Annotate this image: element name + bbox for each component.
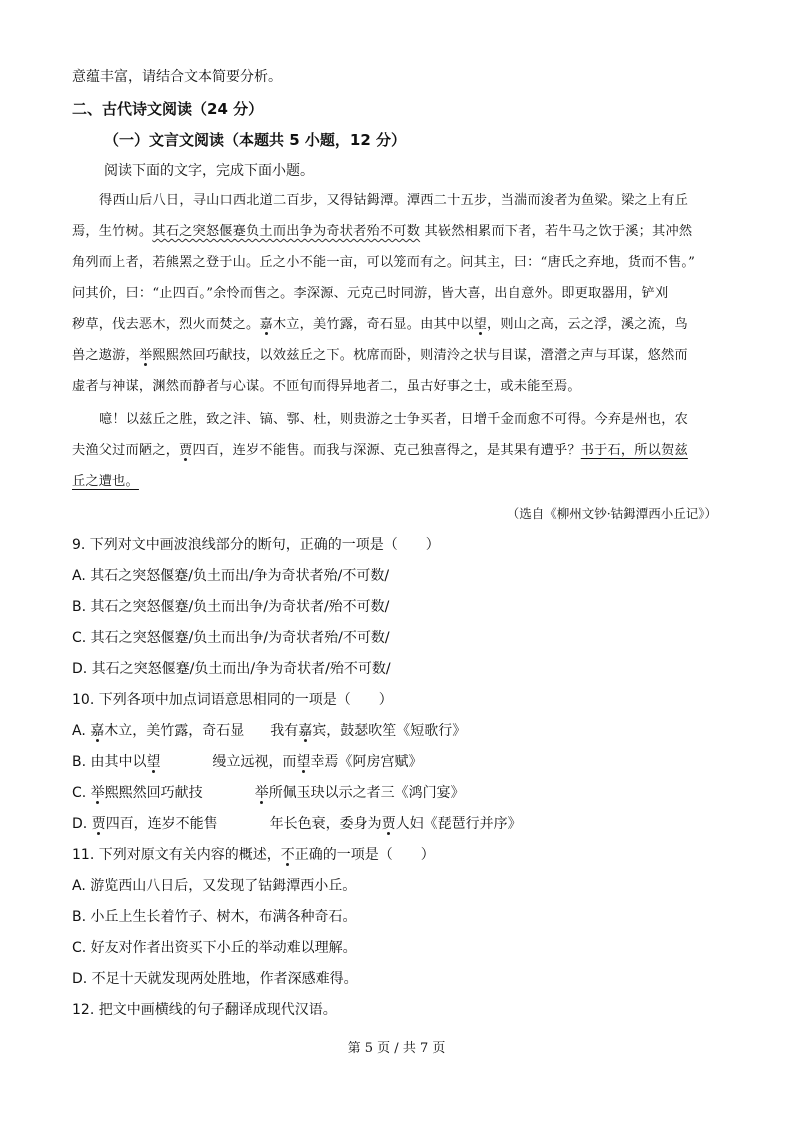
page-footer: 第 5 页 / 共 7 页 [347, 1041, 446, 1056]
dotted-word: 举 [90, 785, 105, 801]
passage-line: 问其价，曰：“止四百。”余怜而售之。李深源、元克己时同游，皆大喜，出自意外。即更取器用，铲刈 [72, 286, 669, 301]
q11-option-a: A. 游览西山八日后，又发现了钴鉧潭西小丘。 [72, 878, 357, 894]
top-line: 意蕴丰富，请结合文本简要分析。 [72, 69, 282, 85]
passage-text: 四百，连岁不能售。而我与深源、克己独喜得之，是其果有遭乎？ [192, 443, 581, 458]
passage-text: ，则山之高，云之浮，溪之流，鸟 [487, 317, 688, 332]
option-text: 四百，连岁不能售 [105, 816, 218, 832]
q9-option-a: A. 其石之突怒偃蹇/负土而出/争为奇状者殆/不可数/ [72, 568, 390, 584]
option-label: A. [72, 723, 91, 739]
underlined-sentence: 丘之遭也。 [72, 474, 139, 489]
option-text: 幸焉《阿房宫赋》 [310, 754, 423, 770]
option-label: C. [72, 785, 91, 801]
passage-line [72, 222, 692, 242]
dotted-word: 望 [473, 317, 488, 332]
option-text: 木立，美竹露，奇石显 [104, 723, 245, 739]
q10-option-a [72, 721, 466, 741]
passage-line [72, 441, 688, 461]
question-9-stem: 9. 下列对文中画波浪线部分的断句，正确的一项是（ ） [72, 537, 440, 553]
passage-line: 得西山后八日，寻山口西北道二百步，又得钴鉧潭。潭西二十五步，当湍而浚者为鱼梁。梁之上有丘 [99, 193, 689, 208]
passage-line [72, 346, 688, 366]
option-text: 宾，鼓瑟吹笙《短歌行》 [312, 723, 467, 739]
dotted-word: 不 [280, 847, 295, 863]
question-12-stem: 12. 把文中画横线的句子翻译成现代汉语。 [72, 1002, 337, 1018]
dotted-word: 贾 [381, 816, 396, 832]
q9-option-c: C. 其石之突怒偃蹇/负土而出争/为奇状者殆/不可数/ [72, 630, 390, 646]
q10-option-b [72, 752, 423, 772]
dotted-word: 举 [138, 348, 153, 363]
subsection-title: （一）文言文阅读（本题共 5 小题，12 分） [104, 131, 406, 149]
passage-line: 角列而上者，若熊罴之登于山。丘之小不能一亩，可以笼而有之。问其主，曰：“唐氏之弃地，货而不售。” [72, 255, 696, 270]
dotted-word: 举 [254, 785, 269, 801]
option-label: B. 由其中以 [72, 754, 147, 770]
reading-instruction: 阅读下面的文字，完成下面小题。 [104, 163, 314, 179]
q11-option-b: B. 小丘上生长着竹子、树木，布满各种奇石。 [72, 909, 357, 925]
passage-text: 熙熙然回巧献技，以效兹丘之下。枕席而卧，则清泠之状与目谋，瀯瀯之声与耳谋，悠然而 [152, 348, 688, 363]
passage-line: 虚者与神谋，渊然而静者与心谋。不匝旬而得异地者二，虽古好事之士，或未能至焉。 [72, 379, 581, 394]
dotted-word: 嘉 [259, 317, 273, 332]
underlined-sentence: 书于石，所以贺兹 [580, 443, 688, 458]
q11-option-c: C. 好友对作者出资买下小丘的举动难以理解。 [72, 940, 357, 956]
option-text: 我有 [270, 723, 299, 739]
passage-text: 其嵚然相累而下者，若牛马之饮于溪；其冲然 [420, 224, 693, 239]
dotted-word: 贾 [91, 816, 106, 832]
q10-option-d [72, 814, 522, 834]
dotted-word: 嘉 [298, 723, 313, 739]
q10-option-c [72, 783, 465, 803]
q9-option-d: D. 其石之突怒偃蹇/负土而出/争为奇状者/殆不可数/ [72, 661, 391, 677]
passage-text: 夫渔父过而陋之， [72, 443, 180, 458]
passage-text: 兽之遨游， [72, 348, 139, 363]
question-11-stem [72, 845, 435, 865]
passage-line [72, 472, 139, 492]
option-text: 人妇《琵琶行并序》 [395, 816, 522, 832]
option-text: 熙熙然回巧献技 [104, 785, 203, 801]
option-label: D. [72, 816, 92, 832]
question-10-stem: 10. 下列各项中加点词语意思相同的一项是（ ） [72, 692, 393, 708]
passage-source: （选自《柳州文钞·钴鉧潭西小丘记》） [506, 506, 717, 521]
passage-line [72, 315, 688, 335]
passage-text: 木立，美竹露，奇石显。由其中以 [272, 317, 474, 332]
option-text: 所佩玉玦以示之者三《鸿门宴》 [268, 785, 465, 801]
section-title: 二、古代诗文阅读（24 分） [72, 100, 264, 118]
dotted-word: 望 [146, 754, 161, 770]
dotted-word: 贾 [179, 443, 193, 458]
passage-line: 噫！以兹丘之胜，致之沣、镐、鄠、杜，则贵游之士争买者，日增千金而愈不可得。今弃是州也，农 [99, 412, 689, 427]
stem-text: 11. 下列对原文有关内容的概述， [72, 847, 281, 863]
option-text: 年长色衰，委身为 [269, 816, 382, 832]
passage-text: 焉，生竹树。 [72, 224, 153, 239]
dotted-word: 嘉 [90, 723, 105, 739]
wavy-underlined-sentence: 其石之突怒偃蹇负土而出争为奇状者殆不可数 [152, 224, 421, 239]
option-text: 缦立远视，而 [212, 754, 297, 770]
dotted-word: 望 [296, 754, 311, 770]
passage-text: 秽草，伐去恶木，烈火而焚之。 [72, 317, 260, 332]
q11-option-d: D. 不足十天就发现两处胜地，作者深感难得。 [72, 971, 358, 987]
q9-option-b: B. 其石之突怒偃蹇/负土而出争/为奇状者/殆不可数/ [72, 599, 390, 615]
stem-text: 正确的一项是（ ） [294, 847, 435, 863]
